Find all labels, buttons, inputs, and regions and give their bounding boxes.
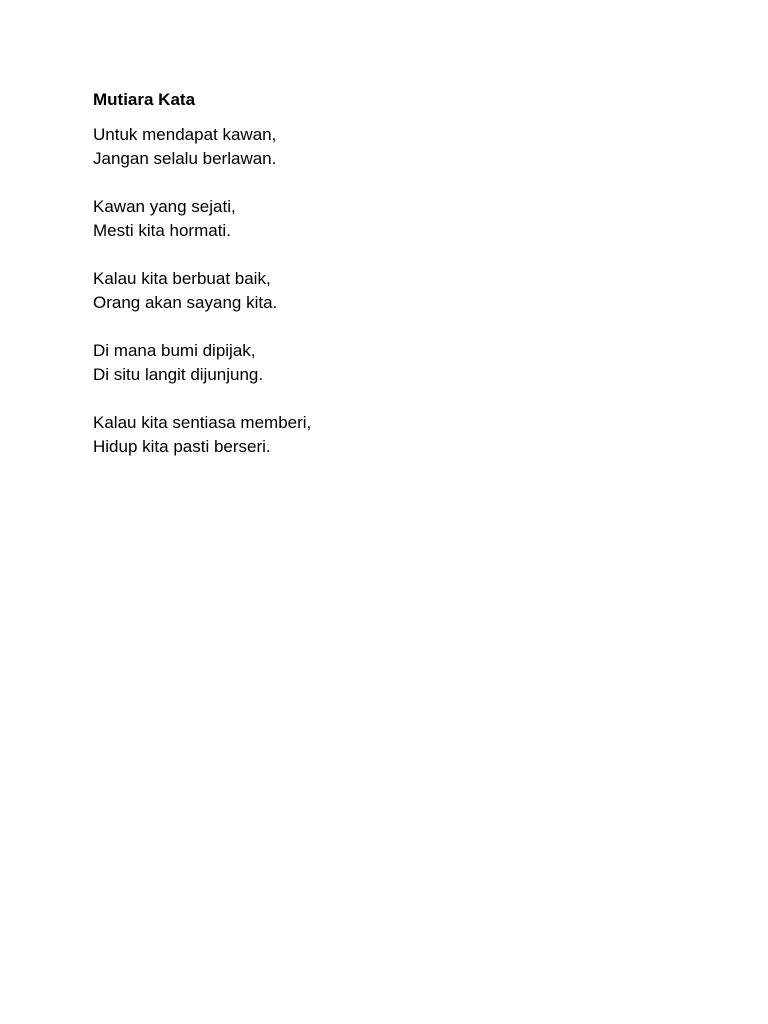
stanza-line: Jangan selalu berlawan. bbox=[93, 149, 277, 168]
stanza-line: Kalau kita berbuat baik, bbox=[93, 269, 271, 288]
stanza-line: Mesti kita hormati. bbox=[93, 221, 231, 240]
stanza-line: Kalau kita sentiasa memberi, bbox=[93, 413, 312, 432]
document-content bbox=[93, 88, 693, 483]
stanza-line: Kawan yang sejati, bbox=[93, 197, 236, 216]
stanza-line: Di mana bumi dipijak, bbox=[93, 341, 256, 360]
stanza-3 bbox=[93, 267, 693, 315]
stanza-2 bbox=[93, 195, 693, 243]
stanza-1 bbox=[93, 123, 693, 171]
stanza-5 bbox=[93, 411, 693, 459]
stanza-line: Untuk mendapat kawan, bbox=[93, 125, 277, 144]
stanza-line: Hidup kita pasti berseri. bbox=[93, 437, 271, 456]
document-title: Mutiara Kata bbox=[93, 90, 196, 109]
stanza-4 bbox=[93, 339, 693, 387]
stanza-line: Di situ langit dijunjung. bbox=[93, 365, 264, 384]
stanza-line: Orang akan sayang kita. bbox=[93, 293, 278, 312]
